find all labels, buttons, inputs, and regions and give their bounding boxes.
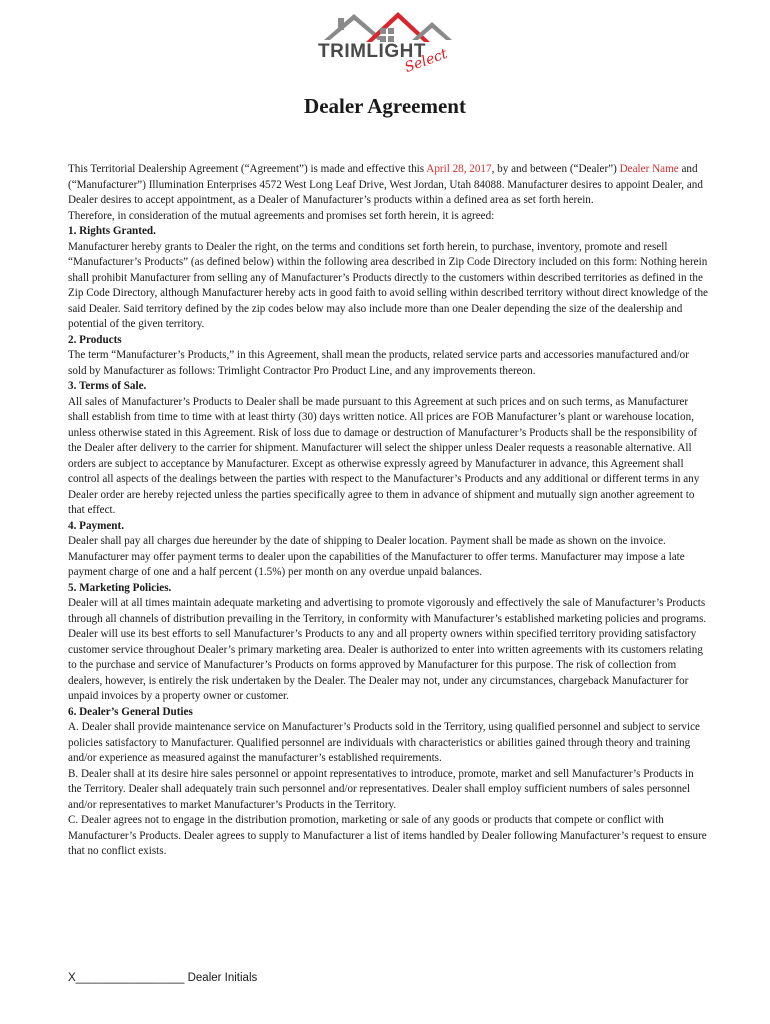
section-text: Dealer will at all times maintain adequate marketing and advertising to promote vigorously and effectively the sale of Manufacturer’s Products through all channels of distribution prevailing in the Territory, in conformity with Manufacturer’s established marketing policies and programs. Dealer will use its best efforts to sell Manufacturer’s Products to any and all property owners within specified territory providing satisfactory customer service throughout Dealer’s primary marketing area. Dealer is authorized to enter into written agreements with its customers relating to the purchase and service of Manufacturer’s Products on forms approved by Manufacturer for this purpose. The risk of collection from dealers, however, is entirely the risk undertaken by the Dealer. The Dealer may not, under any circumstances, chargeback Manufacturer for unpaid invoices by a property owner or customer. <box>68 597 707 702</box>
section-text: C. Dealer agrees not to engage in the distribution promotion, marketing or sale of any goods or products that compete or conflict with Manufacturer’s Products. Dealer agrees to supply to Manufacturer a list of items handled by Dealer following Manufacturer’s request to ensure that no conflict exists. <box>68 814 707 857</box>
dealer-initials-line[interactable]: X_________________ Dealer Initials <box>68 972 258 984</box>
section-text: The term “Manufacturer’s Products,” in this Agreement, shall mean the products, related service parts and accessories manufactured and/or sold by Manufacturer as follows: Trimlight Contractor Pro Product Line, and any improvements thereon. <box>68 349 689 377</box>
section-text: All sales of Manufacturer’s Products to Dealer shall be made pursuant to this Agreement at such prices and on such terms, as Manufacturer shall establish from time to time with at least thirty (30) days written notice. All prices are FOB Manufacturer’s plant or warehouse location, unless otherwise stated in this Agreement. Risk of loss due to damage or destruction of Manufacturer’s Products shall be the responsibility of the Dealer after delivery to the carrier for shipment. Manufacturer will select the shipper unless Dealer requests a reasonable alternative. All orders are subject to acceptance by Manufacturer. Except as otherwise expressly agreed by Manufacturer in advance, this Agreement shall control all aspects of the dealings between the parties with respect to the Manufacturer’s Products and any additional or different terms in any Dealer order are hereby rejected unless the parties specifically agree to them in advance of shipment and mutually sign another agreement to that effect. <box>68 395 700 516</box>
section-heading: 1. Rights Granted. <box>68 225 156 237</box>
intro-therefore: Therefore, in consideration of the mutual agreements and promises set forth herein, it is agreed: <box>68 209 495 222</box>
section-heading: 2. Products <box>68 333 122 346</box>
logo-wordmark: TRIMLIGHT <box>318 41 426 62</box>
intro-paragraph: This Territorial Dealership Agreement (“Agreement”) is made and effective this April 28, 2017, by and between (“Dealer”) Dealer Name and (“Manufacturer”) Illumination Enterprises 4572 West Long Leaf Drive, West Jordan, Utah 84088. Manufacturer desires to appoint Dealer, and Dealer desires to accept appointment, as a Dealer of Manufacturer’s products within a defined area as set forth herein. <box>68 163 703 206</box>
section-text: Dealer shall pay all charges due hereunder by the date of shipping to Dealer location. Payment shall be made as shown on the invoice. Manufacturer may offer payment terms to dealer upon the capabilities of the Manufacturer to offer terms. Manufacturer may impose a late payment charge of one and a half percent (1.5%) per month on any overdue unpaid balances. <box>68 535 685 578</box>
section-heading: 4. Payment. <box>68 519 125 532</box>
logo-script: Select <box>402 45 450 77</box>
dealer-name-field[interactable]: Dealer Name <box>619 163 679 175</box>
section-text: Manufacturer hereby grants to Dealer the right, on the terms and conditions set forth herein, to purchase, inventory, promote and resell “Manufacturer’s Products” (as defined below) within the following area described in Zip Code Directory included on this form: Nothing herein shall prohibit Manufacturer from selling any of Manufacturer’s Products directly to the customers within described territories as defined in the Zip Code Directory, although Manufacturer hereby acts in good faith to avoid selling within described territory without direct knowledge of the said Dealer. Said territory defined by the zip codes below may also include more than one Dealer depending the size of the dealership and potential of the given territory. <box>68 240 708 330</box>
section-text: B. Dealer shall at its desire hire sales personnel or appoint representatives to introduce, promote, market and sell Manufacturer’s Products in the Territory. Dealer shall adequately train such personnel and/or representatives. Dealer shall employ sufficient numbers of sales personnel and/or representatives to market Manufacturer’s Products in the Territory. <box>68 767 694 811</box>
section-heading: 3. Terms of Sale. <box>68 380 147 392</box>
section-heading: 5. Marketing Policies. <box>68 581 172 594</box>
agreement-date: April 28, 2017 <box>426 163 492 175</box>
page-title: Dealer Agreement <box>304 94 466 118</box>
section-heading: 6. Dealer’s General Duties <box>68 705 193 718</box>
agreement-body <box>68 162 708 860</box>
section-text: A. Dealer shall provide maintenance service on Manufacturer’s Products sold in the Territory, using qualified personnel and subject to service policies satisfactory to Manufacturer. Qualified personnel are individuals with characteristics or abilities gained through theory and training and/or experience as measured against the manufacturer’s established requirements. <box>68 721 700 764</box>
